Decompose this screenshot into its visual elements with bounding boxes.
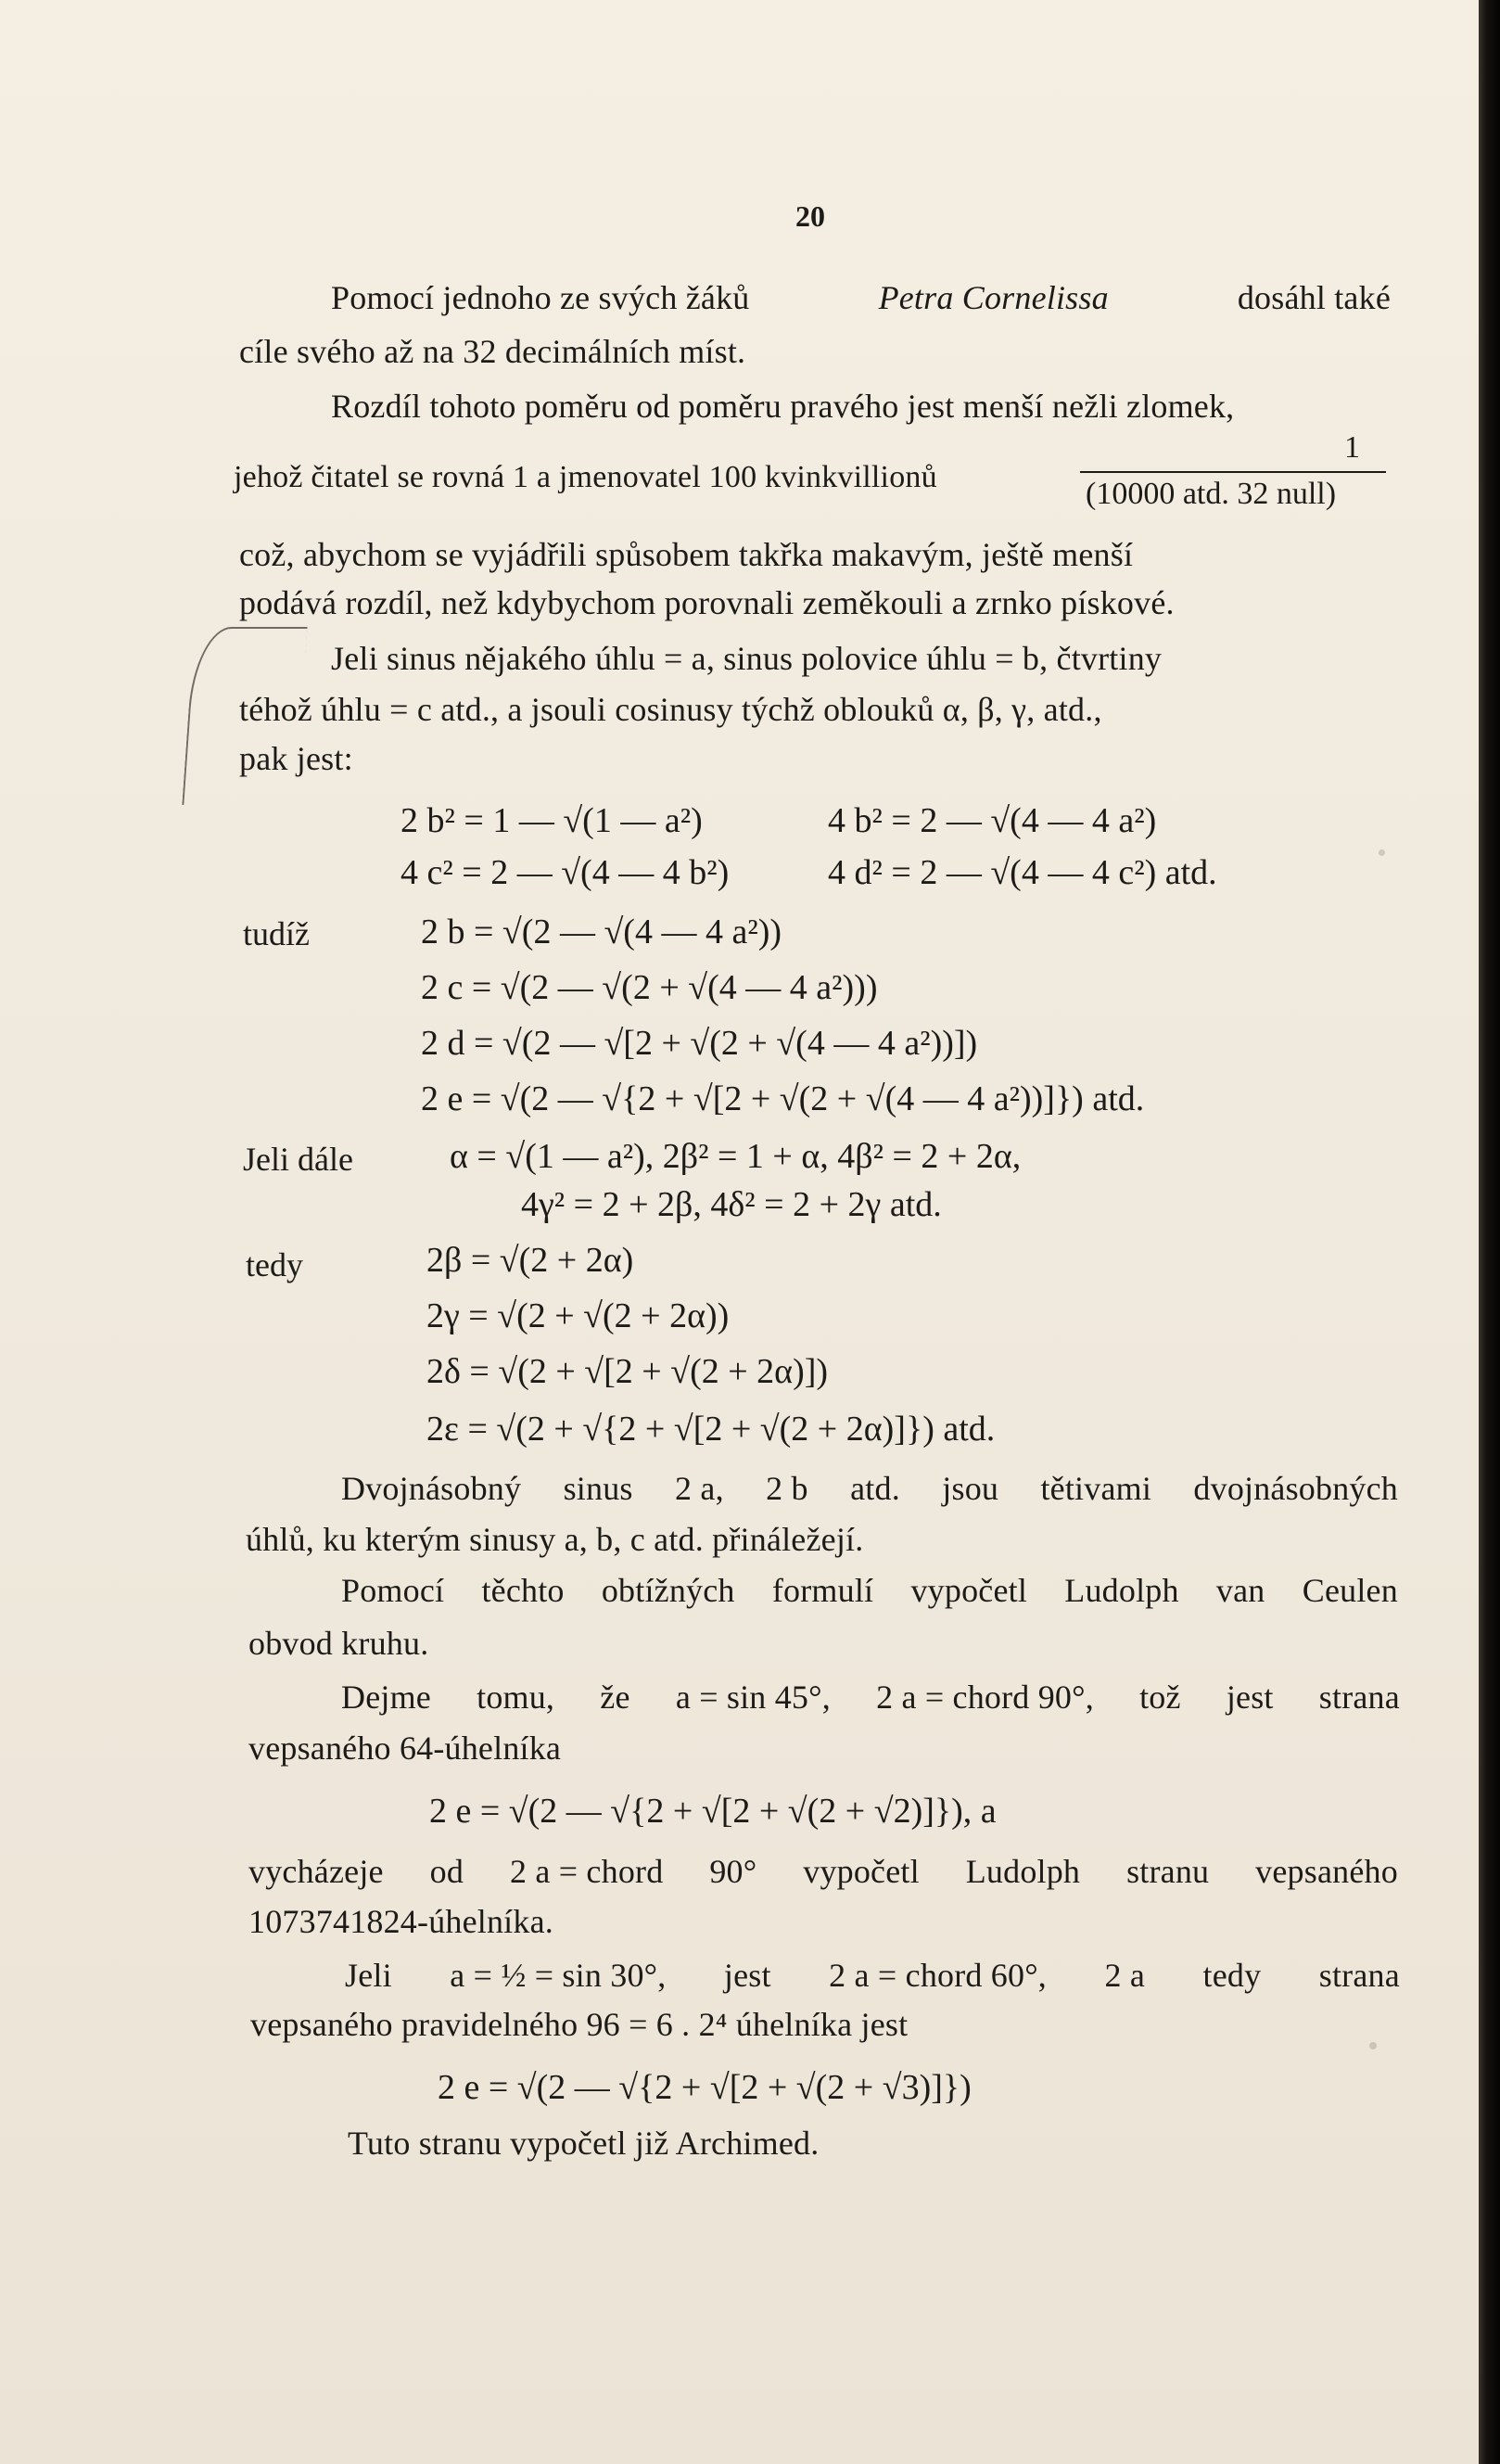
paragraph-6-line-3 <box>248 1855 1398 1888</box>
paragraph-2-line-3: což, abychom se vyjádřili spůsobem takřka makavým, ještě menší <box>239 536 1134 573</box>
paragraph-6-line-2: vepsaného 64-úhelníka <box>248 1730 562 1767</box>
text-span: 2 a <box>1104 1957 1146 1994</box>
equation-2gamma: 2γ = √(2 + √(2 + 2α)) <box>426 1296 730 1335</box>
text-span: Dejme <box>341 1679 431 1716</box>
equation-gamma-delta: 4γ² = 2 + 2β, 4δ² = 2 + 2γ atd. <box>521 1185 942 1224</box>
text-span: vypočetl <box>910 1572 1028 1609</box>
paragraph-6-line-4: 1073741824-úhelníka. <box>248 1903 553 1940</box>
fraction-bar <box>1080 471 1386 473</box>
paragraph-6-line-1 <box>341 1680 1400 1714</box>
equation-2delta: 2δ = √(2 + √[2 + √(2 + 2α)]) <box>426 1352 829 1391</box>
text-span: tedy <box>1202 1957 1262 1994</box>
paragraph-1-line-2: cíle svého až na 32 decimálních míst. <box>239 333 746 370</box>
text-span: jsou <box>942 1470 999 1507</box>
text-span: tomu, <box>477 1679 555 1716</box>
fraction <box>1080 430 1386 512</box>
equation-64-gon: 2 e = √(2 — √{2 + √[2 + √(2 + √2)]}), a <box>429 1792 997 1831</box>
paragraph-5-line-2: obvod kruhu. <box>248 1625 429 1662</box>
text-span: formulí <box>771 1572 874 1609</box>
equation-2c: 2 c = √(2 — √(2 + √(4 — 4 a²))) <box>421 968 878 1007</box>
text-span: Pomocí jednoho ze svých žáků <box>331 279 750 316</box>
paragraph-2-line-4: podává rozdíl, než kdybychom porovnali zeměkouli a zrnko pískové. <box>239 584 1175 621</box>
text-span: od <box>429 1853 464 1890</box>
text-span: van <box>1215 1572 1265 1609</box>
page-edge-shadow <box>1479 0 1500 2464</box>
equation-b-squared: 2 b² = 1 — √(1 — a²) <box>400 801 703 840</box>
equation-2d: 2 d = √(2 — √[2 + √(2 + √(4 — 4 a²))]) <box>421 1024 978 1063</box>
paragraph-2-line-2: jehož čitatel se rovná 1 a jmenovatel 100 kvinkvillionů <box>234 460 937 494</box>
text-span: sinus <box>563 1470 633 1507</box>
text-span: 2 a = chord <box>509 1853 664 1890</box>
text-span: Pomocí <box>341 1572 445 1609</box>
name-petra-cornelissa: Petra Cornelissa <box>878 279 1109 316</box>
text-span: jest <box>723 1957 771 1994</box>
paragraph-1-line-1 <box>331 281 1391 314</box>
text-span: dvojnásobných <box>1193 1470 1398 1507</box>
page-number: 20 <box>795 199 825 233</box>
text-span: že <box>600 1679 630 1716</box>
text-span: 2 b <box>766 1470 808 1507</box>
paragraph-3-line-3: pak jest: <box>239 740 353 777</box>
text-span: tětivami <box>1040 1470 1152 1507</box>
equation-2beta: 2β = √(2 + 2α) <box>426 1241 634 1280</box>
text-span: Dvojnásobný <box>341 1470 522 1507</box>
fraction-numerator: 1 <box>1344 430 1360 465</box>
text-span: strana <box>1318 1957 1400 1994</box>
text-span: obtížných <box>601 1572 735 1609</box>
text-span: dosáhl také <box>1237 279 1391 316</box>
text-span: Ludolph <box>1064 1572 1179 1609</box>
equation-c-squared: 4 c² = 2 — √(4 — 4 b²) <box>400 853 730 892</box>
equation-4b-squared: 4 b² = 2 — √(4 — 4 a²) <box>828 801 1157 840</box>
stain-spot <box>1379 849 1385 856</box>
text-span: a = ½ = sin 30°, <box>450 1957 667 1994</box>
text-span: 2 a, <box>674 1470 724 1507</box>
text-span: těchto <box>481 1572 565 1609</box>
text-span: 90° <box>709 1853 757 1890</box>
text-span: vycházeje <box>248 1853 384 1890</box>
text-span: vepsaného <box>1255 1853 1398 1890</box>
text-span: tož <box>1139 1679 1181 1716</box>
paragraph-4-line-2: úhlů, ku kterým sinusy a, b, c atd. přináležejí. <box>246 1521 864 1558</box>
text-span: stranu <box>1126 1853 1210 1890</box>
text-span: 2 a = chord 90°, <box>876 1679 1094 1716</box>
paragraph-2-line-1: Rozdíl tohoto poměru od poměru pravého jest menší nežli zlomek, <box>331 388 1235 425</box>
text-span: strana <box>1318 1679 1400 1716</box>
equation-96-gon: 2 e = √(2 — √{2 + √[2 + √(2 + √3)]}) <box>438 2068 972 2107</box>
equation-d-squared: 4 d² = 2 — √(4 — 4 c²) atd. <box>828 853 1217 892</box>
fraction-denominator: (10000 atd. 32 null) <box>1086 477 1337 511</box>
equation-alpha: α = √(1 — a²), 2β² = 1 + α, 4β² = 2 + 2α, <box>450 1137 1022 1176</box>
paragraph-7-line-3: Tuto stranu vypočetl již Archimed. <box>348 2125 820 2162</box>
label-jeli-dale: Jeli dále <box>243 1141 353 1178</box>
label-tudiz: tudíž <box>243 915 310 952</box>
text-span: atd. <box>850 1470 900 1507</box>
text-span: Jeli <box>345 1957 392 1994</box>
equation-2e: 2 e = √(2 — √{2 + √[2 + √(2 + √(4 — 4 a²))]}) atd. <box>421 1079 1145 1118</box>
label-tedy: tedy <box>246 1246 303 1283</box>
paragraph-4-line-1 <box>341 1472 1398 1505</box>
paragraph-3-line-2: téhož úhlu = c atd., a jsouli cosinusy týchž oblouků α, β, γ, atd., <box>239 691 1102 728</box>
stain-spot <box>1369 2042 1377 2049</box>
text-span: Ludolph <box>965 1853 1081 1890</box>
paragraph-5-line-1 <box>341 1574 1398 1607</box>
equation-2b: 2 b = √(2 — √(4 — 4 a²)) <box>421 913 782 951</box>
paragraph-7-line-1 <box>345 1959 1400 1992</box>
text-span: jest <box>1226 1679 1274 1716</box>
text-span: Ceulen <box>1302 1572 1398 1609</box>
text-span: a = sin 45°, <box>675 1679 831 1716</box>
paragraph-3-line-1: Jeli sinus nějakého úhlu = a, sinus polovice úhlu = b, čtvrtiny <box>331 640 1163 677</box>
equation-2epsilon: 2ε = √(2 + √{2 + √[2 + √(2 + 2α)]}) atd. <box>426 1410 996 1449</box>
text-span: vypočetl <box>803 1853 920 1890</box>
paragraph-7-line-2: vepsaného pravidelného 96 = 6 . 2⁴ úhelníka jest <box>250 2006 909 2043</box>
text-span: 2 a = chord 60°, <box>829 1957 1048 1994</box>
